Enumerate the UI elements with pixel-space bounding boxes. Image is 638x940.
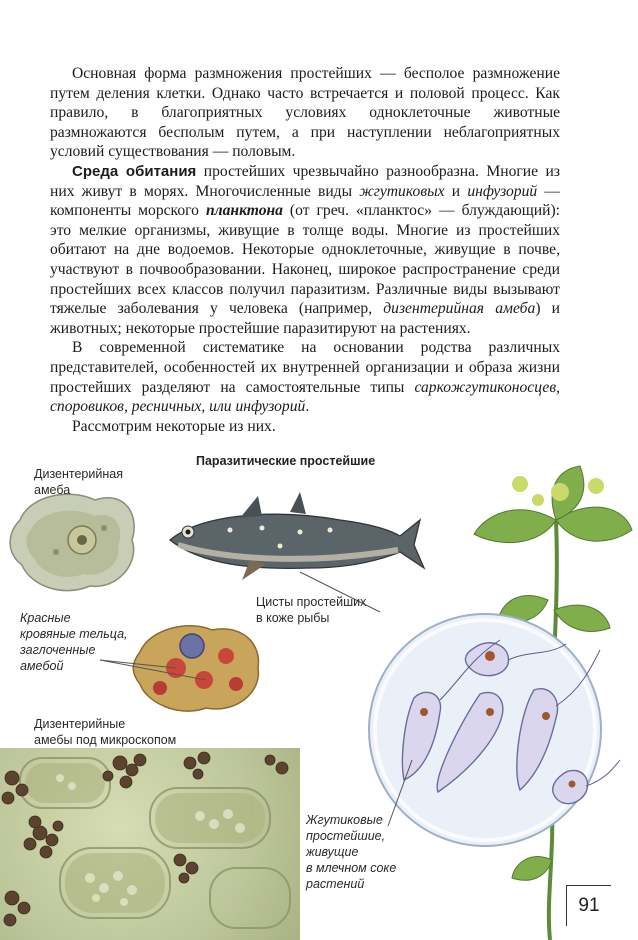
term-dysentery-amoeba: дизентерийная амеба [383,300,536,318]
caption-microscope: Дизентерийные амебы под микроскопом [34,717,177,747]
fish-drawing [170,492,424,580]
caption-amoeba: Дизентерийная амеба [34,467,123,497]
caption-flagellates: Жгутиковые простейшие, живущие в млечном соке растений [306,813,397,891]
habitat-heading: Среда обитания [72,162,197,180]
figure-title: Паразитические простейшие [196,454,376,468]
paragraph-habitat: Среда обитания простейших чрезвычайно разнообразна. Многие из них живут в морях. Многочисленные виды жгутиковых и инфузорий — компоненты морского планктона (от греч. «планктос» — блуждающий): это мелкие организмы, живущие в толще воды. Многие из простейших обитают на дне водоемов. Некоторые одноклеточные, живущие в почве, участвуют в почвообразовании. Наконец, широкое распространение среди простейших всех классов получил паразитизм. Различные виды вызывают тяжелые заболевания у человека (например, дизентерийная амеба) и животных; некоторые простейшие паразитируют на растениях. [50,162,560,337]
paragraph-systematics: В современной систематике на основании родства различных представителей, особенностей их внутренней организации и образа жизни простейших разделяют на самостоятельные типы саркожгутиконосцев, споровиков, ресничных, или инфузорий. [50,339,560,416]
paragraph-intro: Рассмотрим некоторые из них. [72,417,276,435]
term-flagellates: жгутиковых [359,182,445,200]
page-number: 91 [566,885,611,926]
caption-red-cells: Красные кровяные тельца, заглоченные амебой [20,611,128,673]
term-phyla: саркожгутиконосцев, споровиков, ресничных, или инфузорий [50,378,560,416]
amoeba-with-red-cells-drawing [133,626,258,711]
flagellates-bubble-drawing [369,614,620,846]
term-infusoria: инфузорий [467,182,538,200]
caption-fish-cysts: Цисты простейших в коже рыбы [256,595,367,625]
paragraph-reproduction: Основная форма размножения простейших — бесполое размножение путем деления клетки. Однако часто встречается и половой процесс. Как правило, в благоприятных условиях одноклеточные животные размножаются бесполым путем, а при наступлении неблагоприятных условий существования — половым. [50,65,560,161]
dysentery-amoeba-drawing [10,494,134,590]
term-plankton: планктона [205,202,283,220]
